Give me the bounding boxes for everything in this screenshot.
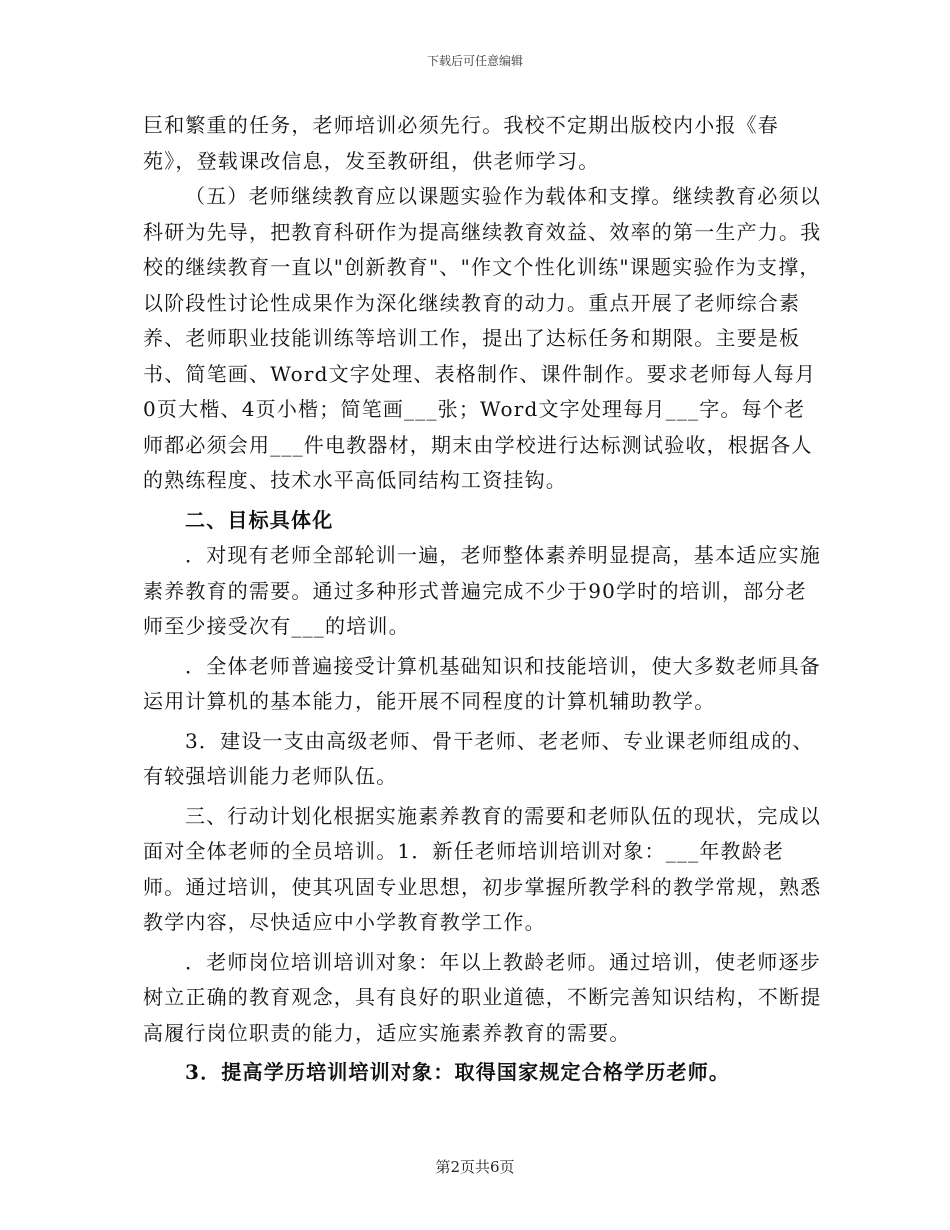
heading-degree-training: 3．提高学历培训培训对象：取得国家规定合格学历老师。 [185, 1060, 731, 1084]
paragraph-research-support: （五）老师继续教育应以课题实验作为载体和支撑。继续教育必须以科研为先导，把教育科研作为提高继续教育效益、效率的第一生产力。我校的继续教育一直以"创新教育"、"作文个性化训练"课题实验作为支撑，以阶段性讨论性成果作为深化继续教育的动力。重点开展了老师综合素养、老师职业技能训练等培训工作，提出了达标任务和期限。主要是板书、简笔画、Word文字处理、表格制作、课件制作。要求老师每人每月0页大楷、4页小楷；简笔画___张；Word文字处理每月___字。每个老师都必须会用___件电教器材，期末由学校进行达标测试验收，根据各人的熟练程度、技术水平高低同结构工资挂钩。 [143, 184, 822, 492]
heading-goals: 二、目标具体化 [185, 507, 334, 532]
document-body [143, 108, 823, 1091]
page-header: 下载后可任意编辑 [426, 54, 523, 68]
paragraph-goal-3: 3．建设一支由高级老师、骨干老师、老老师、专业课老师组成的、有较强培训能力老师队伍。 [143, 728, 814, 788]
page-number-footer: 第2页共6页 [435, 1158, 515, 1176]
paragraph-goal-2: ．全体老师普遍接受计算机基础知识和技能培训，使大多数老师具备运用计算机的基本能力，能开展不同程度的计算机辅助教学。 [143, 653, 821, 713]
paragraph-action-plan: 三、行动计划化根据实施素养教育的需要和老师队伍的现状，完成以面对全体老师的全员培训。1．新任老师培训培训对象：___年教龄老师。通过培训，使其巩固专业思想，初步掌握所教学科的教学常规，熟悉教学内容，尽快适应中小学教育教学工作。 [143, 803, 822, 934]
paragraph-goal-1: ．对现有老师全部轮训一遍，老师整体素养明显提高，基本适应实施素养教育的需要。通过多种形式普遍完成不少于90学时的培训，部分老师至少接受次有___的培训。 [143, 543, 821, 638]
paragraph-post-training: ．老师岗位培训培训对象：年以上教龄老师。通过培训，使老师逐步树立正确的教育观念，具有良好的职业道德，不断完善知识结构，不断提高履行岗位职责的能力，适应实施素养教育的需要。 [143, 949, 822, 1045]
paragraph-task-continuation: 巨和繁重的任务，老师培训必须先行。我校不定期出版校内小报《春苑》，登载课改信息，发至教研组，供老师学习。 [143, 113, 779, 173]
